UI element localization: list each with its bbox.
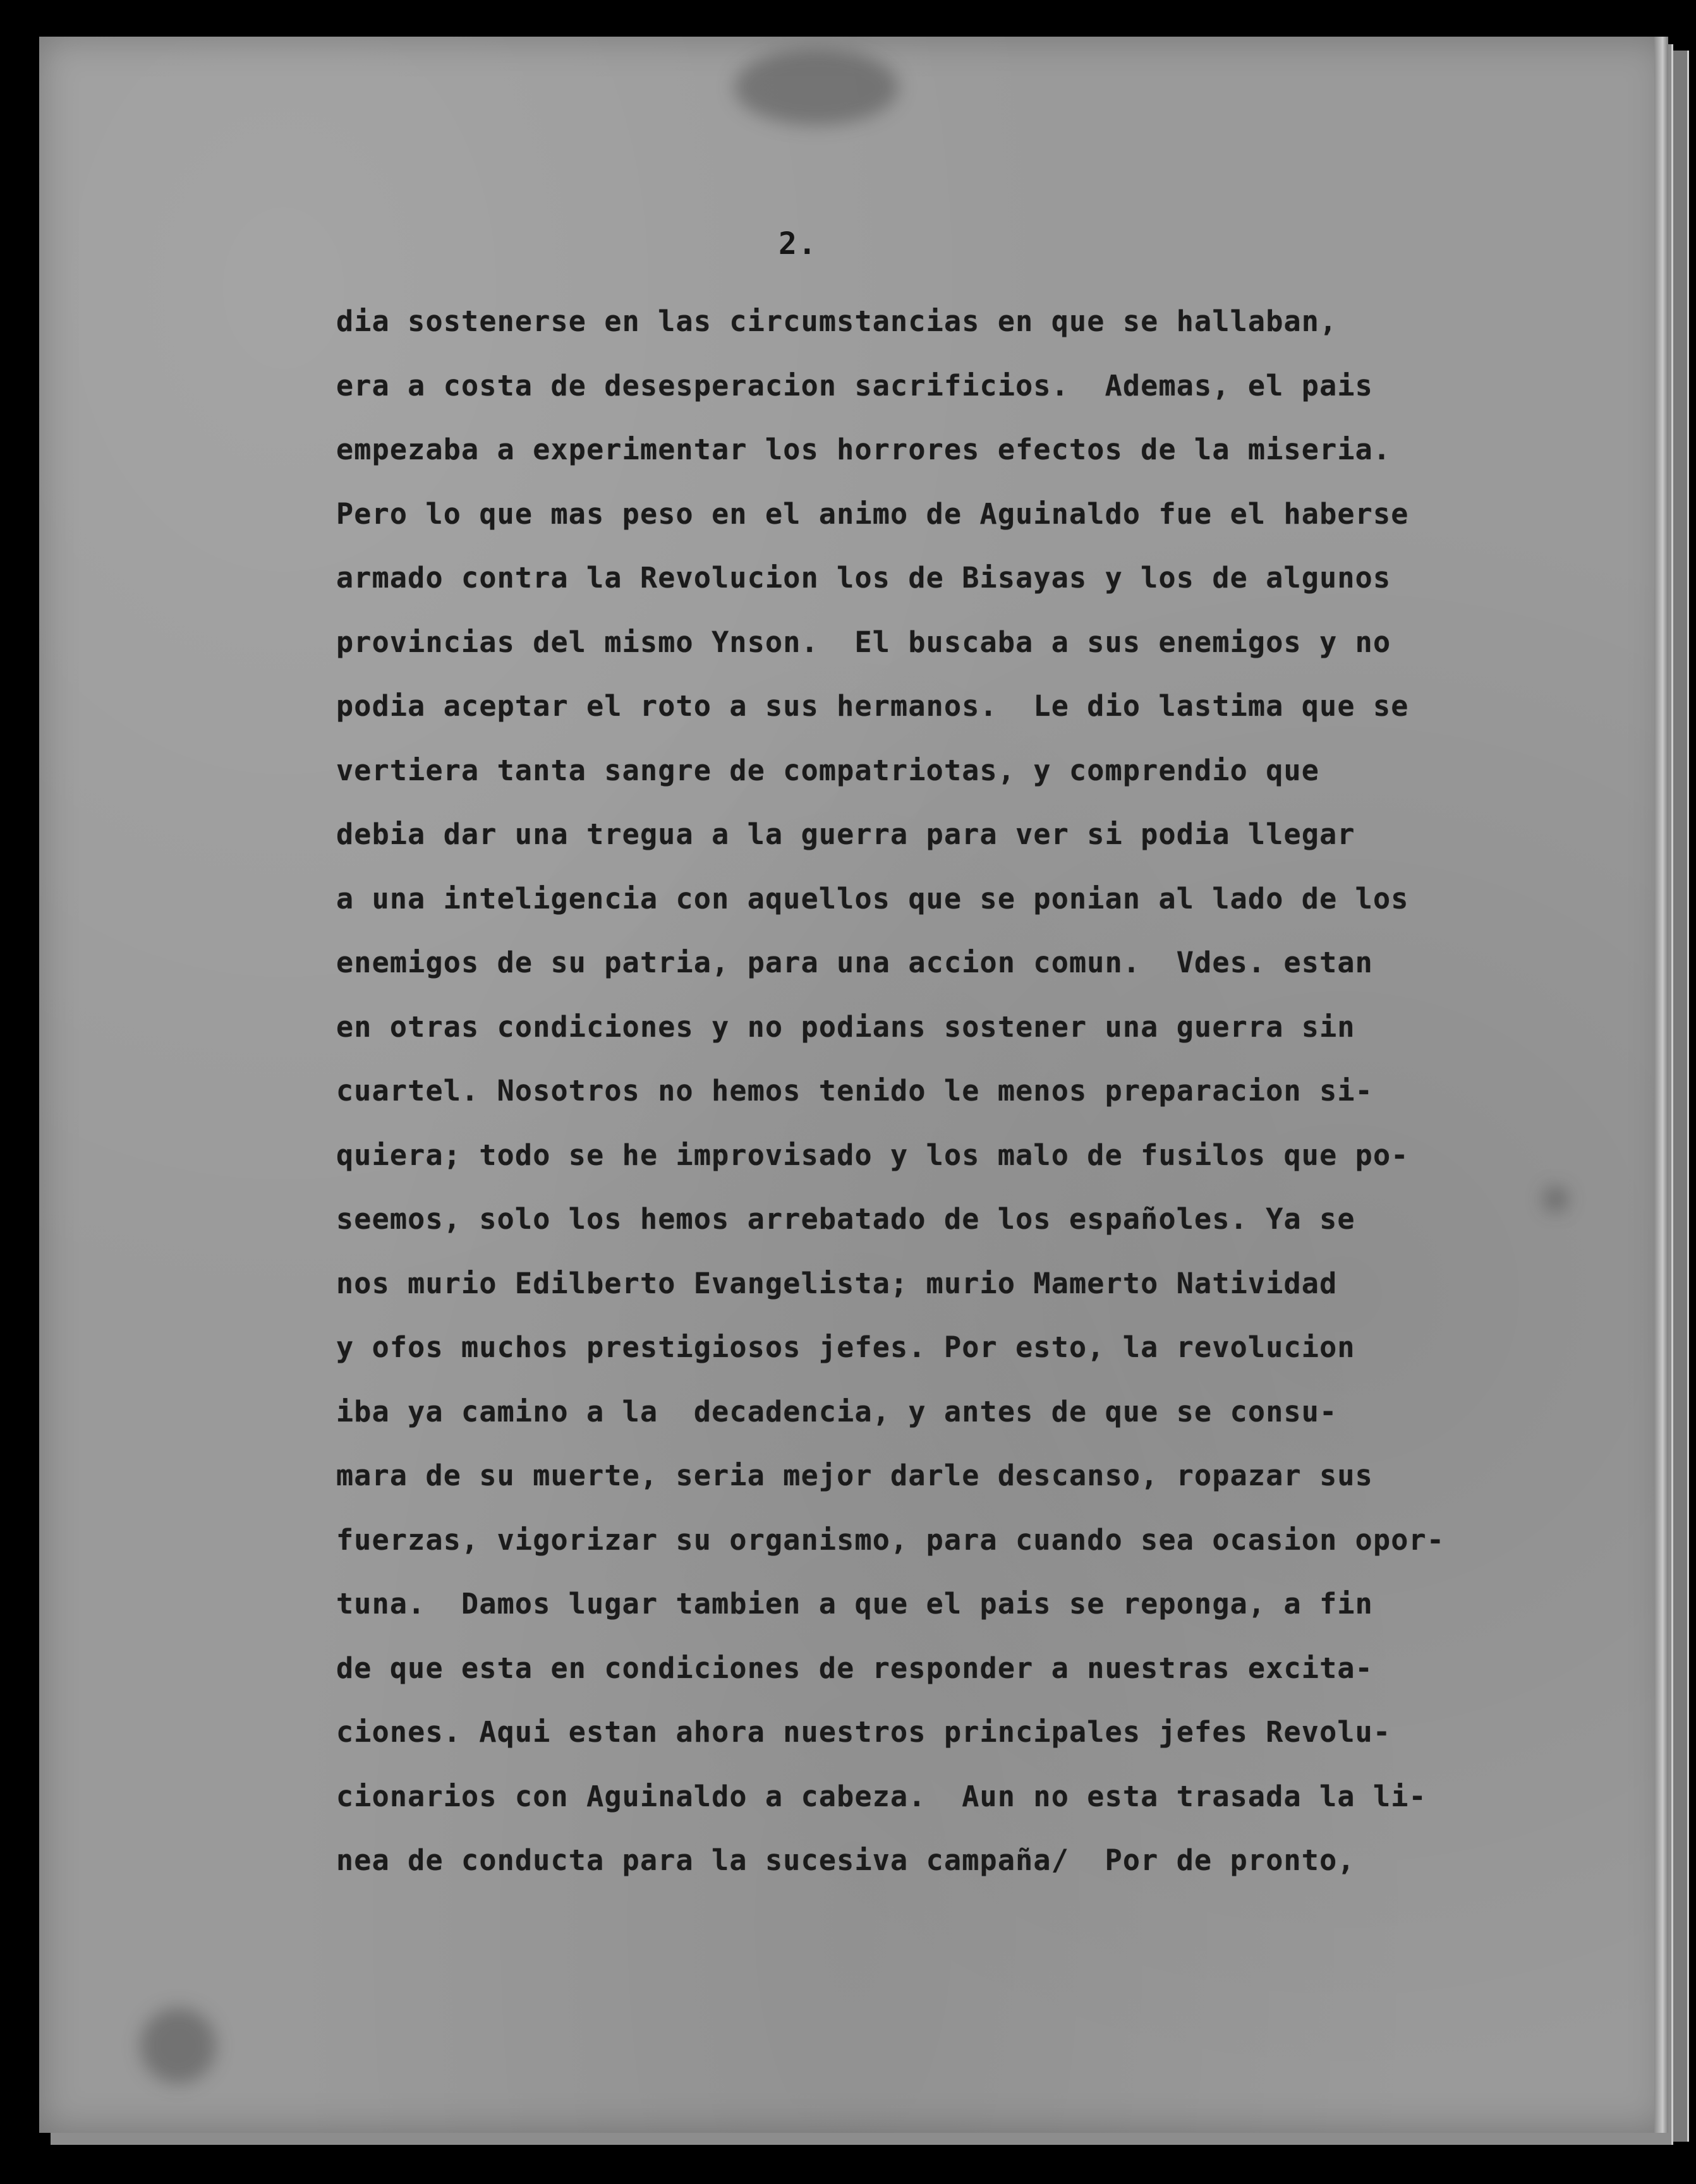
text-line: armado contra la Revolucion los de Bisayas y los de algunos [336,561,1391,594]
text-line: fuerzas, vigorizar su organismo, para cuando sea ocasion opor- [336,1523,1445,1557]
text-line: en otras condiciones y no podians sostener una guerra sin [336,1010,1355,1044]
text-line: iba ya camino a la decadencia, y antes de que se consu- [336,1394,1338,1428]
text-line: de que esta en condiciones de responder a nuestras excita- [336,1651,1373,1685]
text-line: seemos, solo los hemos arrebatado de los españoles. Ya se [336,1202,1355,1236]
text-line: dia sostenerse en las circumstancias en que se hallaban, [336,305,1338,338]
text-line: y ofos muchos prestigiosos jefes. Por esto, la revolucion [336,1330,1355,1364]
paper-stain [734,49,899,125]
text-line: enemigos de su patria, para una accion comun. Vdes. estan [336,946,1373,979]
text-line: Pero lo que mas peso en el animo de Aguinaldo fue el haberse [336,497,1409,531]
typewritten-body [336,289,1587,1893]
text-line: podia aceptar el roto a sus hermanos. Le dio lastima que se [336,689,1409,723]
text-line: cionarios con Aguinaldo a cabeza. Aun no esta trasada la li- [336,1779,1427,1813]
text-line: tuna. Damos lugar tambien a que el pais se reponga, a fin [336,1587,1373,1620]
page-edge [1654,37,1668,2133]
text-line: empezaba a experimentar los horrores efectos de la miseria. [336,433,1391,466]
text-line: quiera; todo se he improvisado y los malo de fusilos que po- [336,1138,1409,1172]
text-line: cuartel. Nosotros no hemos tenido le menos preparacion si- [336,1074,1373,1107]
text-line: vertiera tanta sangre de compatriotas, y comprendio que [336,753,1320,787]
document-page [39,37,1668,2133]
paper-stain [140,2008,216,2084]
text-line: nos murio Edilberto Evangelista; murio Mamerto Natividad [336,1266,1338,1300]
text-line: mara de su muerte, seria mejor darle descanso, ropazar sus [336,1459,1373,1492]
text-line: nea de conducta para la sucesiva campaña/ Por de pronto, [336,1843,1355,1877]
text-line: ciones. Aqui estan ahora nuestros principales jefes Revolu- [336,1715,1391,1749]
text-line: provincias del mismo Ynson. El buscaba a sus enemigos y no [336,625,1391,659]
text-line: era a costa de desesperacion sacrificios. Ademas, el pais [336,368,1373,402]
page-number: 2. [778,226,818,262]
text-line: a una inteligencia con aquellos que se ponian al lado de los [336,881,1409,915]
text-line: debia dar una tregua a la guerra para ver si podia llegar [336,817,1355,851]
